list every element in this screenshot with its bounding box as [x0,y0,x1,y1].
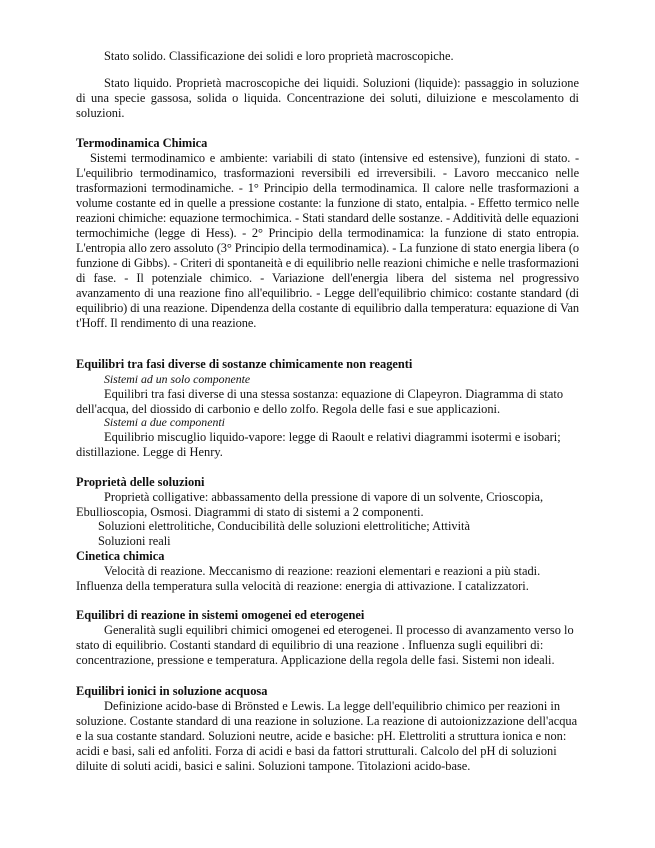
subheading-sistemi-un-componente: Sistemi ad un solo componente [104,372,251,386]
paragraph-sistemi-un-componente: Equilibri tra fasi diverse di una stessa sostanza: equazione di Clapeyron. Diagramma di stato dell'acqua, del diossido di carbonio e dello zolfo. Regola delle fasi e sue applicazioni. [76,387,564,416]
paragraph-termodinamica: Sistemi termodinamico e ambiente: variabili di stato (intensive ed estensive), funzioni di stato. - L'equilibrio termodinamico, trasformazioni reversibili ed irreversibili. - Lavoro meccanico nelle trasformazioni termodinamiche. - 1° Principio della termodinamica. Il calore nelle trasformazioni a volume costante ed in quelle a pressione costante: la funzione di stato, entalpia. - Effetto termico nelle reazioni chimiche: equazione termochimica. - Stati standard delle sostanze. - Additività delle equazioni termochimiche (legge di Hess). - 2° Principio della termodinamica: la funzione di stato entropia. L'entropia allo zero assoluto (3° Principio della termodinamica). - La funzione di stato energia libera (o funzione di Gibbs). - Criteri di spontaneità e di equilibrio nelle reazioni chimiche e nelle trasformazioni di fase. - Il potenziale chimico. - Variazione dell'energia libera del sistema nel progressivo avanzamento di una reazione fino all'equilibrio. - Legge dell'equilibrio chimico: costante standard (di equilibrio) di una reazione. Dipendenza della costante di equilibrio dalla temperatura: equazione di Van t'Hoff. Il rendimento di una reazione. [76,151,579,330]
line-soluzioni-reali: Soluzioni reali [98,534,171,548]
heading-termodinamica-chimica: Termodinamica Chimica [76,136,208,150]
paragraph-sistemi-due-componenti: Equilibrio miscuglio liquido-vapore: legge di Raoult e relativi diagrammi isotermi e isobari; distillazione. Legge di Henry. [76,430,561,459]
paragraph-proprieta-colligative: Proprietà colligative: abbassamento della pressione di vapore di un solvente, Crioscopia, Ebullioscopia, Osmosi. Diagrammi di stato di sistemi a 2 componenti. [76,490,544,519]
line-soluzioni-elettrolitiche: Soluzioni elettrolitiche, Conducibilità delle soluzioni elettrolitiche; Attività [98,519,470,533]
paragraph-stato-solido: Stato solido. Classificazione dei solidi e loro proprietà macroscopiche. [104,49,454,63]
paragraph-equilibri-ionici: Definizione acido-base di Brönsted e Lewis. La legge dell'equilibrio chimico per reazioni in soluzione. Costante standard di una reazione in soluzione. La reazione di autoionizzazione dell'acqua e la sua costante standard. Soluzioni neutre, acide e basiche: pH. Elettroliti a struttura ionica e non: acidi e basi, sali ed anfoliti. Forza di acidi e basi da fattori strutturali. Calcolo del pH di soluzioni diluite di soluti acidi, basici e salini. Soluzioni tampone. Titolazioni acido-base. [76,699,578,773]
heading-proprieta-soluzioni: Proprietà delle soluzioni [76,475,205,489]
heading-equilibri-reazione: Equilibri di reazione in sistemi omogenei ed eterogenei [76,608,365,622]
heading-cinetica-chimica: Cinetica chimica [76,549,165,563]
paragraph-equilibri-reazione: Generalità sugli equilibri chimici omogenei ed eterogenei. Il processo di avanzamento verso lo stato di equilibrio. Costanti standard di equilibrio di una reazione . Influenza sugli equilibri di: concentrazione, pressione e temperatura. Applicazione della regola delle fasi. Sistemi non ideali. [76,623,574,667]
heading-equilibri-ionici: Equilibri ionici in soluzione acquosa [76,684,268,698]
paragraph-cinetica-chimica: Velocità di reazione. Meccanismo di reazione: reazioni elementari e reazioni a più stadi. Influenza della temperatura sulla velocità di reazione: energia di attivazione. I catalizzatori. [76,564,541,593]
heading-equilibri-tra-fasi: Equilibri tra fasi diverse di sostanze chimicamente non reagenti [76,357,413,371]
subheading-sistemi-due-componenti: Sistemi a due componenti [104,415,225,429]
paragraph-stato-liquido: Stato liquido. Proprietà macroscopiche dei liquidi. Soluzioni (liquide): passaggio in soluzione di una specie gassosa, solida o liquida. Concentrazione dei soluti, diluizione e mescolamento di soluzioni. [76,76,579,120]
